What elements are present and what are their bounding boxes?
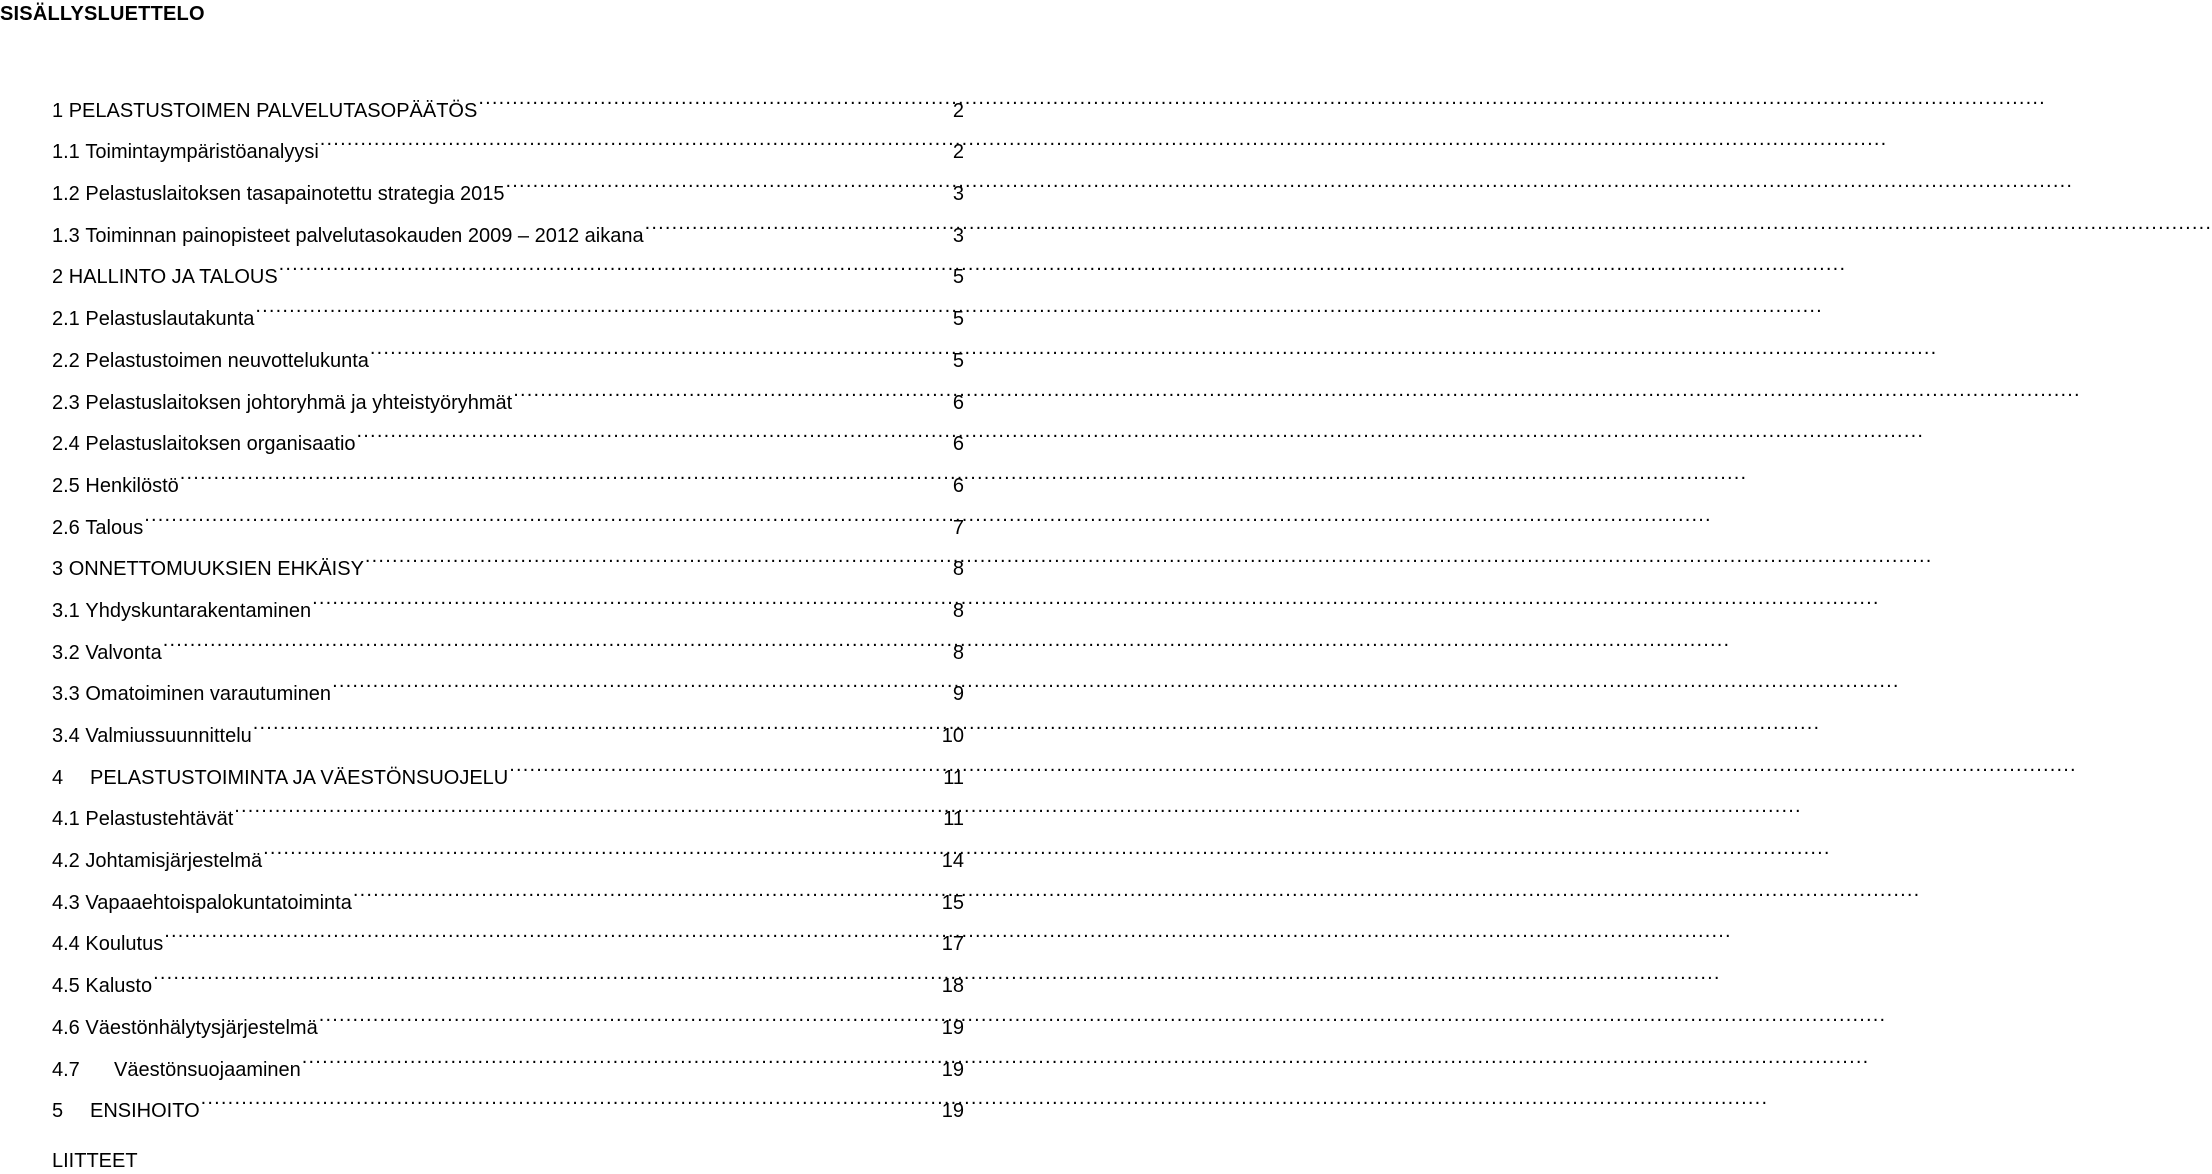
toc-dot-leader xyxy=(506,158,952,200)
toc-entry-label: Valvonta xyxy=(85,641,162,664)
toc-dot-leader xyxy=(302,1034,941,1076)
toc-entry-number: 4.3 xyxy=(52,891,80,914)
appendix-heading: LIITTEET xyxy=(52,1150,138,1172)
toc-entry[interactable] xyxy=(52,659,964,706)
toc-entry-label: Yhdyskuntarakentaminen xyxy=(85,599,312,622)
toc-entry-page-number: 9 xyxy=(952,683,964,706)
toc-entry-label: Pelastuslaitoksen tasapainotettu strategia 2015 xyxy=(85,183,505,206)
toc-entry-label: Kalusto xyxy=(85,975,153,998)
toc-entry-label: Henkilöstö xyxy=(85,474,179,497)
toc-dot-leader xyxy=(365,534,952,576)
toc-entry-number: 3 xyxy=(52,558,64,581)
toc-entry-number: 1 xyxy=(52,99,64,122)
toc-entry-page-number: 3 xyxy=(952,183,964,206)
toc-entry-label: Pelastustoimen neuvottelukunta xyxy=(85,349,369,372)
toc-dot-leader xyxy=(180,450,952,492)
toc-entry-page-number: 11 xyxy=(943,808,964,831)
toc-entry[interactable] xyxy=(52,450,964,497)
toc-entry-number: 1.2 xyxy=(52,183,80,206)
toc-entry-label: Pelastuslaitoksen organisaatio xyxy=(85,433,356,456)
toc-entry-page-number: 5 xyxy=(952,266,964,289)
toc-entry-number: 4 xyxy=(52,766,64,789)
toc-entry-label: Pelastuslautakunta xyxy=(85,308,255,331)
toc-entry-page-number: 18 xyxy=(941,975,964,998)
toc-entry-page-number: 17 xyxy=(941,933,964,956)
toc-entry-page-number: 10 xyxy=(941,725,964,747)
toc-entry-label: Väestönhälytysjärjestelmä xyxy=(85,1016,318,1039)
toc-entry-page-number: 7 xyxy=(952,516,964,539)
toc-entry-number: 3.4 xyxy=(52,725,80,747)
page-title: SISÄLLYSLUETTELO xyxy=(0,3,205,25)
toc-entry-number: 1.1 xyxy=(52,141,80,164)
toc-entry-number: 4.6 xyxy=(52,1016,80,1039)
toc-entry-page-number: 6 xyxy=(952,433,964,456)
toc-entry-label: Koulutus xyxy=(85,933,164,956)
toc-entry-page-number: 6 xyxy=(952,474,964,497)
toc-entry-label: PELASTUSTOIMEN PALVELUTASOPÄÄTÖS xyxy=(68,99,478,122)
toc-dot-leader xyxy=(332,659,952,701)
toc-entry-page-number: 14 xyxy=(941,850,964,873)
toc-entry-page-number: 2 xyxy=(952,99,964,122)
toc-entry-label: ONNETTOMUUKSIEN EHKÄISY xyxy=(68,558,364,581)
toc-entry-page-number: 19 xyxy=(941,1100,964,1123)
toc-dot-leader xyxy=(164,909,941,951)
toc-entry-label: ENSIHOITO xyxy=(90,1100,200,1123)
toc-dot-leader xyxy=(163,617,952,659)
toc-entry-page-number: 8 xyxy=(952,558,964,581)
toc-entry-number: 2.4 xyxy=(52,433,80,456)
toc-entry-label: Omatoiminen varautuminen xyxy=(85,683,332,706)
toc-entry[interactable] xyxy=(52,909,964,956)
toc-dot-leader xyxy=(357,409,952,451)
toc-entry-number: 3.1 xyxy=(52,599,80,622)
toc-entry-number: 2.2 xyxy=(52,349,80,372)
toc-entry-number: 2.6 xyxy=(52,516,80,539)
toc-entry-number: 2.1 xyxy=(52,308,80,331)
toc-entry[interactable] xyxy=(52,492,964,539)
toc-entry-label: Toiminnan painopisteet palvelutasokauden 2009 – 2012 aikana xyxy=(85,224,644,247)
toc-entry-number: 5 xyxy=(52,1100,64,1123)
toc-dot-leader xyxy=(201,1076,941,1118)
toc-dot-leader xyxy=(645,200,952,242)
toc-dot-leader xyxy=(234,784,942,826)
toc-dot-leader xyxy=(312,575,952,617)
table-of-contents xyxy=(52,75,964,1123)
toc-dot-leader xyxy=(253,700,941,742)
toc-dot-leader xyxy=(353,867,941,909)
toc-dot-leader xyxy=(319,992,941,1034)
toc-entry-page-number: 8 xyxy=(952,599,964,622)
toc-entry-number: 2 xyxy=(52,266,64,289)
toc-dot-leader xyxy=(255,283,951,325)
toc-entry-number: 3.3 xyxy=(52,683,80,706)
toc-entry-page-number: 5 xyxy=(952,308,964,331)
toc-entry-label: Pelastustehtävät xyxy=(85,808,234,831)
toc-entry-page-number: 3 xyxy=(952,224,964,247)
toc-entry-page-number: 19 xyxy=(941,1016,964,1039)
toc-entry-page-number: 19 xyxy=(941,1058,964,1081)
toc-entry-number: 4.4 xyxy=(52,933,80,956)
toc-entry-page-number: 11 xyxy=(943,766,964,789)
toc-entry-number: 2.3 xyxy=(52,391,80,414)
toc-entry-label: Väestönsuojaaminen xyxy=(114,1058,301,1081)
toc-entry-label: HALLINTO JA TALOUS xyxy=(68,266,278,289)
toc-entry[interactable] xyxy=(52,617,964,664)
toc-entry-number: 4.5 xyxy=(52,975,80,998)
toc-dot-leader xyxy=(370,325,952,367)
toc-dot-leader xyxy=(320,117,952,159)
toc-entry-page-number: 6 xyxy=(952,391,964,414)
toc-entry-page-number: 8 xyxy=(952,641,964,664)
toc-entry-label: Toimintaympäristöanalyysi xyxy=(85,141,319,164)
toc-dot-leader xyxy=(144,492,952,534)
toc-entry[interactable] xyxy=(52,75,964,122)
toc-entry-label: Pelastuslaitoksen johtoryhmä ja yhteistyöryhmät xyxy=(85,391,513,414)
toc-entry-label: Valmiussuunnittelu xyxy=(85,725,252,747)
toc-entry-number: 3.2 xyxy=(52,641,80,664)
toc-entry-number: 1.3 xyxy=(52,224,80,247)
toc-dot-leader xyxy=(153,950,941,992)
toc-entry-label: Talous xyxy=(85,516,144,539)
toc-dot-leader xyxy=(478,75,952,117)
toc-entry-number: 2.5 xyxy=(52,474,80,497)
toc-dot-leader xyxy=(263,825,941,867)
toc-entry-number: 4.2 xyxy=(52,850,80,873)
toc-entry-number: 4.7 xyxy=(52,1058,80,1081)
toc-entry-label: PELASTUSTOIMINTA JA VÄESTÖNSUOJELU xyxy=(90,766,509,789)
toc-dot-leader xyxy=(509,742,942,784)
toc-entry-label: Johtamisjärjestelmä xyxy=(85,850,263,873)
toc-dot-leader xyxy=(513,367,952,409)
toc-entry-page-number: 5 xyxy=(952,349,964,372)
toc-entry-label: Vapaaehtoispalokuntatoiminta xyxy=(85,891,352,914)
toc-entry[interactable] xyxy=(52,534,964,581)
toc-entry-number: 4.1 xyxy=(52,808,80,831)
toc-entry[interactable] xyxy=(52,992,964,1039)
toc-dot-leader xyxy=(279,242,952,284)
toc-entry[interactable] xyxy=(52,950,964,998)
toc-entry-page-number: 15 xyxy=(941,891,964,914)
toc-entry-page-number: 2 xyxy=(952,141,964,164)
